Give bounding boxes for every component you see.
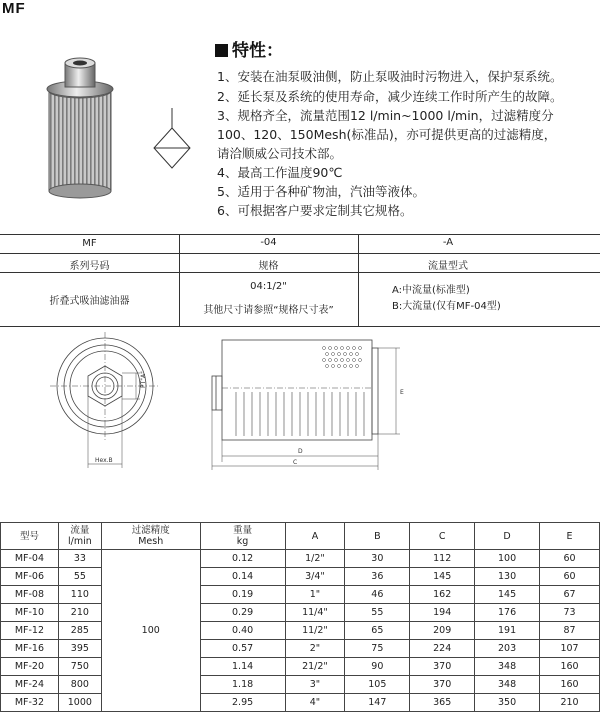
cell-d: 145 [475,586,540,604]
cell-model: MF-04 [1,550,59,568]
header-b: B [345,523,410,550]
table-row [1,586,600,604]
dim-label-e: E [400,389,404,396]
cell-flow: 210 [58,604,101,622]
cell-model: MF-08 [1,586,59,604]
divider [0,234,600,235]
cell-c: 162 [410,586,475,604]
feature-line: 请洽顺威公司技术部。 [217,146,343,161]
dim-label-d: D [298,448,303,455]
header-model: 型号 [1,523,59,550]
cell-d: 348 [475,676,540,694]
header-flow [58,523,101,550]
desc-size-2: 其他尺寸请参照“规格尺寸表” [203,305,334,316]
spec-table [0,522,600,712]
cell-d: 100 [475,550,540,568]
cell-c: 145 [410,568,475,586]
table-row [1,604,600,622]
table-row [1,658,600,676]
filter-product-photo [30,55,130,205]
header-flow-label: 流量 [70,525,90,536]
table-row [1,640,600,658]
features-heading-text: 特性： [232,41,283,61]
cell-model: MF-10 [1,604,59,622]
spec-table-body [1,550,600,712]
heading-bullet-icon [215,44,228,57]
cell-e: 107 [540,640,600,658]
cell-flow: 55 [58,568,101,586]
cell-weight: 2.95 [200,694,285,712]
cell-a: 21/2" [285,658,345,676]
filter-symbol-icon [150,108,194,170]
cell-model: MF-24 [1,676,59,694]
header-filter-unit: Mesh [138,536,164,547]
divider [0,272,600,273]
cell-c: 194 [410,604,475,622]
cell-weight: 0.40 [200,622,285,640]
label-series: 系列号码 [69,261,110,272]
code-size: -04 [260,237,277,248]
cell-a: 2" [285,640,345,658]
cell-flow: 33 [58,550,101,568]
cell-b: 90 [345,658,410,676]
cell-flow: 285 [58,622,101,640]
feature-line: 5、适用于各种矿物油，汽油等液体。 [217,184,425,199]
cell-e: 210 [540,694,600,712]
header-flow-unit: l/min [67,536,92,547]
cell-e: 160 [540,676,600,694]
header-filter-label: 过滤精度 [131,525,170,536]
cell-flow: 750 [58,658,101,676]
cell-e: 87 [540,622,600,640]
code-series: MF [82,238,97,249]
table-row [1,550,600,568]
cell-e: 67 [540,586,600,604]
cell-e: 60 [540,550,600,568]
header-c: C [410,523,475,550]
header-d: D [475,523,540,550]
cell-b: 147 [345,694,410,712]
cell-e: 60 [540,568,600,586]
label-flow-type: 流量型式 [428,261,468,272]
cell-d: 203 [475,640,540,658]
cell-flow: 395 [58,640,101,658]
cell-b: 46 [345,586,410,604]
desc-series: 折叠式吸油滤油器 [49,296,130,307]
cell-weight: 0.29 [200,604,285,622]
cell-c: 365 [410,694,475,712]
desc-flow-a: A:中流量(标准型) [392,285,470,296]
header-a: A [285,523,345,550]
cell-a: 1/2" [285,550,345,568]
cell-model: MF-12 [1,622,59,640]
cell-weight: 0.14 [200,568,285,586]
cell-d: 130 [475,568,540,586]
cell-d: 191 [475,622,540,640]
desc-size-1: 04:1/2" [250,281,287,292]
code-flow-type: -A [442,237,454,248]
cell-b: 75 [345,640,410,658]
divider [0,326,600,327]
cell-a: 3/4" [285,568,345,586]
cell-d: 348 [475,658,540,676]
feature-line: 4、最高工作温度90℃ [217,165,343,180]
page-title: MF [2,0,26,17]
cell-c: 370 [410,676,475,694]
cell-b: 36 [345,568,410,586]
cell-a: 11/2" [285,622,345,640]
cell-mesh: 100 [101,550,200,712]
feature-line: 3、规格齐全，流量范围12 l/min~1000 l/min，过滤精度分 [217,108,554,123]
label-size: 规格 [258,261,279,272]
cell-model: MF-32 [1,694,59,712]
cell-model: MF-20 [1,658,59,676]
cell-c: 224 [410,640,475,658]
feature-line: 1、安装在油泵吸油侧，防止泵吸油时污物进入，保护泵系统。 [217,69,563,84]
cell-model: MF-06 [1,568,59,586]
table-row [1,694,600,712]
header-e: E [540,523,600,550]
cell-b: 65 [345,622,410,640]
cell-a: 1" [285,586,345,604]
feature-line: 2、延长泵及系统的使用寿命，减少连续工作时所产生的故障。 [217,89,563,104]
cell-weight: 0.57 [200,640,285,658]
desc-flow-b: B:大流量(仅有MF-04型) [392,301,501,312]
cell-flow: 800 [58,676,101,694]
cell-d: 350 [475,694,540,712]
table-row [1,622,600,640]
cell-b: 55 [345,604,410,622]
feature-line: 6、可根据客户要求定制其它规格。 [217,203,413,218]
features-heading [215,36,283,61]
cell-a: 3" [285,676,345,694]
cell-a: 11/4" [285,604,345,622]
cell-weight: 1.14 [200,658,285,676]
feature-line: 100、120、150Mesh(标准品)，亦可提供更高的过滤精度， [217,127,557,142]
cell-c: 112 [410,550,475,568]
cell-e: 73 [540,604,600,622]
cell-b: 105 [345,676,410,694]
header-filter [101,523,200,550]
table-row [1,676,600,694]
cell-d: 176 [475,604,540,622]
table-row [1,568,600,586]
spec-header-row [1,523,600,550]
technical-drawing [40,330,410,475]
cell-c: 370 [410,658,475,676]
cell-a: 4" [285,694,345,712]
header-weight [200,523,285,550]
cell-model: MF-16 [1,640,59,658]
cell-weight: 0.19 [200,586,285,604]
dim-label-pt-a: PT"A" [140,371,147,388]
cell-flow: 110 [58,586,101,604]
header-weight-unit: kg [236,536,249,547]
divider [0,253,600,254]
dim-label-c: C [293,459,298,466]
cell-flow: 1000 [58,694,101,712]
cell-b: 30 [345,550,410,568]
cell-e: 160 [540,658,600,676]
header-weight-label: 重量 [233,525,253,536]
cell-weight: 1.18 [200,676,285,694]
cell-weight: 0.12 [200,550,285,568]
cell-c: 209 [410,622,475,640]
dim-label-hex-b: Hex.B [95,457,113,464]
